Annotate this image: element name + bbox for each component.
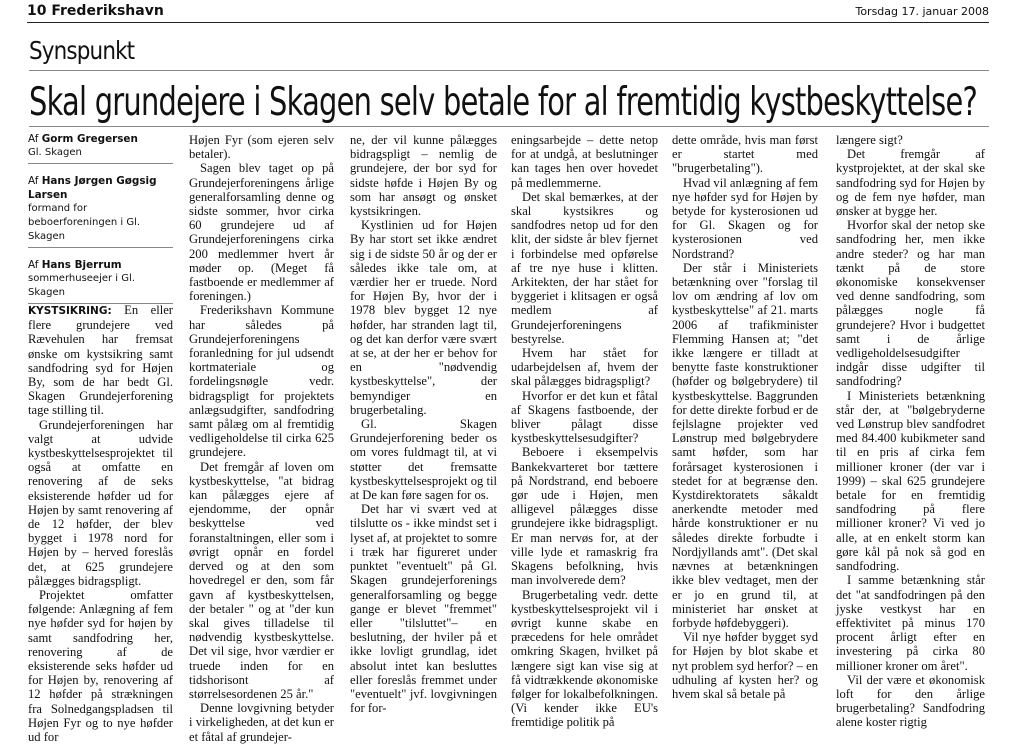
kicker: KYSTSIKRING: [28, 305, 112, 317]
paragraph: Det fremgår af loven om kystbeskyttelse, "at bidrag kan pålægges ejere af ejendomme, der opnår beskyttelse ved foranstaltningen, eller som i øvrigt opnår en fordel derved og at den som hovedregel er den, som får gavn af kystbeskyttelsen, der betaler " og at "der kun skal gives tilladelse til nødvendig kystbeskyttelse. Det vil sige, hvor værdier er truede inden for en tidshorisont af størrelsesordenen 25 år." [189, 459, 334, 701]
paragraph: Det fremgår af kystprojektet, at der skal ske sandfodring syd for Højen by og de fem nye høfder, man ønsker at bygge her. [836, 147, 985, 219]
byline-prefix: Af [28, 133, 42, 145]
byline [28, 132, 173, 164]
author-name: Gorm Gregersen [41, 133, 138, 145]
article-headline: Skal grundejere i Skagen selv betale for al fremtidig kystbeskyttelse? [29, 80, 978, 125]
issue-date: Torsdag 17. januar 2008 [855, 5, 989, 18]
author-name: Hans Jørgen Gøgsig Larsen [28, 175, 157, 201]
paragraph: Projektet omfatter følgende: Anlægning af fem nye høfder syd for højen by samt sandfodring her, renovering af de eksisterende seks høfder ud for Højen by, renovering af 12 høfder på strækningen fra Solnedgangspladsen til Højen Fyr og to nye høfder ud for [28, 588, 173, 744]
paragraph: ne, der vil kunne pålægges bidragspligt – nemlig de grundejere, der bor syd for sidste høfde i Højen By og som har ansøgt og ønsket kystsikringen. [350, 133, 497, 219]
article-column-3 [350, 133, 497, 715]
section-place: Frederikshavn [51, 3, 164, 19]
byline [28, 258, 173, 304]
paragraph: Kystlinien ud for Højen By har stort set ikke ændret sig i de sidste 50 år og der er således ikke tale om, at værdier her er truede. Nord for Højen By, hvor der i 1978 blev bygget 12 nye høfder, har stranden lagt til, og det kan derfor være svært at se, at der her er behov for en "nødvendig kystbeskyttelse", der bemyndiger en brugerbetaling. [350, 218, 497, 417]
section-divider [29, 70, 989, 71]
headline-divider [29, 126, 989, 127]
author-role: formand for beboerforeningen i Gl. Skagen [28, 203, 141, 242]
paragraph: Det skal bemærkes, at der skal kystsikres og sandfodres netop ud for den klit, der sidste år blev fjernet i forbindelse med opførelse af tre nye huse i klitten. Arkitekten, der har stået for byggeriet i klitsagen er også medlem af Grundejerforeningens bestyrelse. [511, 189, 658, 346]
paragraph: eningsarbejde – dette netop for at undgå, at beslutninger kan tages hen over hovedet på medlemmerne. [511, 133, 658, 190]
page-number: 10 [27, 3, 47, 19]
article-column-4 [511, 133, 658, 730]
author-role: Gl. Skagen [28, 147, 82, 158]
author-name: Hans Bjerrum [41, 259, 122, 271]
byline-prefix: Af [28, 175, 42, 187]
paragraph: Højen Fyr (som ejeren selv betaler). [189, 133, 334, 162]
page-header-left [27, 3, 164, 19]
paragraph: Det har vi svært ved at tilslutte os - ikke mindst set i lyset af, at projektet to somre i træk har figureret under punktet "eventuelt" på Gl. Skagen grundejerforenings generalforsamling og begge gange er blevet "fremmet" eller "tilsluttet"– en beslutning, der hviler på et ikke lovligt grundlag, idet absolut intet kan besluttes eller foreslås fremmet under "eventuelt" jvf. lovgivningen for for- [350, 502, 497, 716]
paragraph: Gl. Skagen Grundejerforening beder os om vores fuldmagt til, at vi støtter det fremsatte kystbeskyttelsesprojekt og til at De kan føre sagen for os. [350, 417, 497, 503]
author-role: sommerhuseejer i Gl. Skagen [28, 273, 135, 298]
paragraph: Vil nye høfder bygget syd for Højen by blot skabe et nyt problem syd herfor? – en udhuling af kysten her? og hvem skal så betale på [672, 630, 818, 701]
paragraph: Hvem har stået for udarbejdelsen af, hvem der skal pålægges bidragspligt? [511, 346, 658, 389]
paragraph-text: En eller flere grundejere ved Rævehulen har fremsat ønske om kystsikring samt sandfodring syd for Højen By, som de har bedt Gl. Skagen Grundejerforening tage stilling til. [28, 303, 173, 418]
paragraph: Der står i Ministeriets betænkning over "forslag til lov om ændring af lov om kystbeskyttelse" af 21. marts 2006 af trafikminister Flemming Hansen at; "det ikke længere er tilladt at benytte faste konstruktioner (høfder og bølgebrydere) til kystbeskyttelse. Baggrunden for dette direkte forbud er de fejlslagne projekter ved Lønstrup med bølgebrydere samt høfder, som har forårsaget kysterosionen i stedet for at begrænse den. Kystdirektoratets såkaldt anerkendte metoder med hårde konstruktioner er nu således direkte forbudte i Nordjyllands amt". (Det skal nævnes at betænkningen ikke blev vedtaget, men der er jo en grund til, at ministeriet har ønsket at forbyde høfdebyggeri). [672, 260, 818, 630]
paragraph: længere sigt? [836, 133, 903, 147]
paragraph: dette område, hvis man først er startet med "brugerbetaling"). [672, 133, 818, 176]
paragraph: Hvad vil anlægning af fem nye høfder syd for Højen by betyde for kysterosionen ud for Gl. Skagen og for kysterosionen ved Nordstrand? [672, 175, 819, 261]
paragraph: Frederikshavn Kommune har således på Grundejerforeningens foranledning for jul udsendt kortmateriale og fordelingsnøgle vedr. bidragspligt for projektets anlægsudgifter, sandfodring samt pålæg om al fremtidig vedligeholdelse til cirka 625 grundejere. [189, 303, 334, 460]
section-label: Synspunkt [29, 36, 135, 65]
paragraph: Grundejerforeningen har valgt at udvide kystbeskyttelsesprojektet til også at omfatte en renovering af de seks eksisterende høfder ud for Højen by samt renovering af de 12 høfder, der blev bygget i 1978 nord for Højen by – herved foreslås det, at 625 grundejere pålægges bidragspligt. [28, 417, 173, 588]
article-column-1 [28, 303, 173, 744]
paragraph: Beboere i eksempelvis Bankekvarteret bor tættere på Nordstrand, end beboere gør ude i Højen, men alligevel pålægges disse grundejere ikke bidragspligt. Er man nervøs for, at der ville lyde et ramaskrig fra Skagens befolkning, hvis man involverede dem? [511, 445, 658, 588]
paragraph: Hvorfor er det kun et fåtal af Skagens fastboende, der bliver pålagt disse kystbeskyttelsesudgifter? [511, 388, 658, 446]
article-column-6 [836, 133, 985, 730]
paragraph: Sagen blev taget op på Grundejerforeningens årlige generalforsamling denne og sidste sommer, hvor cirka 60 grundejere ud af Grundejerforeningens cirka 200 medlemmer hvert år møder op. (Meget få fastboende er medlemmer af foreningen.) [189, 161, 334, 304]
paragraph: I samme betænkning står det "at sandfodringen på den jyske vestkyst har en effektivitet på minus 170 procent årligt efter en investering på cirka 80 millioner kroner om året". [836, 573, 985, 673]
header-divider [27, 22, 989, 23]
paragraph: Denne lovgivning betyder i virkeligheden, at det kun er et fåtal af grundejer- [189, 701, 334, 744]
paragraph: Hvorfor skal der netop ske sandfodring her, men ikke andre steder? og har man tænkt på de store økonomiske konsekvenser ved denne sandfodring, som pålægges nogle få grundejere? Hvor i budgettet samt i de årlige vedligeholdelsesudgifter indgår disse udgifter til sandfodring? [836, 218, 985, 389]
paragraph: I Ministeriets betænkning står der, at "bølgebryderne ved Lønstrup blev sandfodret med 84.400 kubikmeter sand til en pris af cirka fem millioner kroner (der var i 1999) – skal 625 grundejere betale for en fremtidig sandfodring på flere millioner kroner? Vi ved jo alle, at en enkelt storm kan gøre kål på nok så god en sandfodring. [836, 388, 985, 574]
paragraph: Brugerbetaling vedr. dette kystbeskyttelsesprojekt vil i øvrigt kunne skabe en præcedens for hele området omkring Skagen, hvilket på længere sigt kan vise sig at få vidtrækkende økonomiske følger for lokalbefolkningen. (Vi kender ikke EU's fremtidige politik på [511, 587, 658, 730]
paragraph [28, 303, 173, 418]
article-column-5 [672, 133, 818, 701]
byline-prefix: Af [28, 259, 42, 271]
bylines [28, 132, 173, 314]
article-column-2 [189, 133, 334, 744]
paragraph: Vil der være et økonomisk loft for den årlige brugerbetaling? Sandfodring alene koster rigtig [836, 672, 985, 730]
byline [28, 174, 173, 248]
